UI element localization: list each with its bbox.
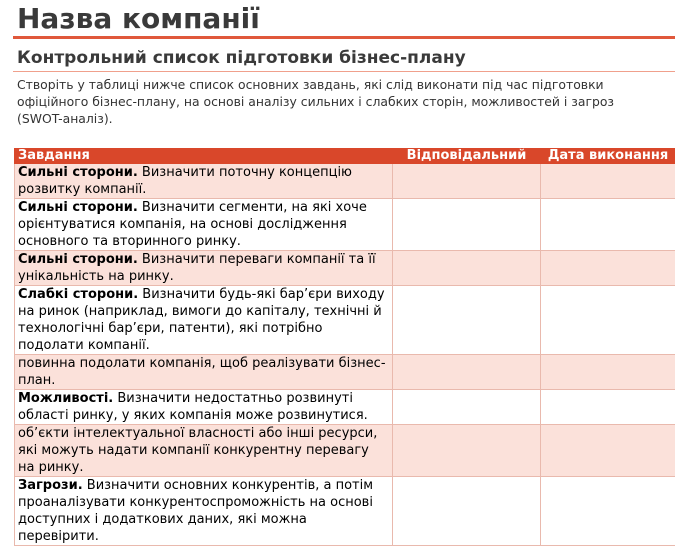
table-row xyxy=(15,286,675,355)
header-task: Завдання xyxy=(15,149,393,164)
task-category: Загрози. xyxy=(18,478,83,493)
table-row xyxy=(15,355,675,390)
task-category: Можливості. xyxy=(18,391,113,406)
task-cell[interactable] xyxy=(15,355,393,390)
responsible-cell[interactable] xyxy=(393,355,541,390)
table-row xyxy=(15,199,675,251)
responsible-cell[interactable] xyxy=(393,390,541,425)
responsible-cell[interactable] xyxy=(393,286,541,355)
task-category: Сильні сторони. xyxy=(18,252,138,267)
subtitle-rule xyxy=(13,71,675,72)
task-cell[interactable] xyxy=(15,425,393,477)
task-text: Визначити недостатньо розвинуті області ринку, у яких компанія може розвинутися. xyxy=(18,391,368,423)
table-row xyxy=(15,477,675,546)
task-cell[interactable] xyxy=(15,199,393,251)
table-row xyxy=(15,390,675,425)
task-category: Сильні сторони. xyxy=(18,165,138,180)
task-text: Визначити сегменти, на які хоче орієнтуватися компанія, на основі дослідження основного та вторинного ринку. xyxy=(18,200,367,249)
checklist-table xyxy=(14,148,675,546)
date-cell[interactable] xyxy=(541,164,675,199)
task-cell[interactable] xyxy=(15,390,393,425)
table-header-row xyxy=(15,149,675,164)
title-rule xyxy=(13,36,675,39)
document-subtitle: Контрольний список підготовки бізнес-плану xyxy=(17,48,466,68)
company-name: Назва компанії xyxy=(17,2,260,35)
task-cell[interactable] xyxy=(15,477,393,546)
task-text: Визначити переваги компанії та її унікальність на ринку. xyxy=(18,252,376,284)
responsible-cell[interactable] xyxy=(393,425,541,477)
intro-paragraph: Створіть у таблиці нижче список основних завдань, які слід виконати під час підготовки офіційного бізнес-плану, на основі аналізу сильних і слабких сторін, можливостей і загроз (SWOT-аналіз). xyxy=(17,76,662,127)
date-cell[interactable] xyxy=(541,199,675,251)
responsible-cell[interactable] xyxy=(393,477,541,546)
task-cell[interactable] xyxy=(15,251,393,286)
responsible-cell[interactable] xyxy=(393,251,541,286)
task-text: повинна подолати компанія, щоб реалізувати бізнес-план. xyxy=(18,356,386,388)
task-text: об’єкти інтелектуальної власності або інші ресурси, які можуть надати компанії конкурентну перевагу на ринку. xyxy=(18,426,377,475)
table-row xyxy=(15,425,675,477)
task-cell[interactable] xyxy=(15,164,393,199)
task-category: Сильні сторони. xyxy=(18,200,138,215)
task-text: Визначити будь-які бар’єри виходу на ринок (наприклад, вимоги до капіталу, технічні й технологічні бар’єри, патенти), які потрібно подолати компанії. xyxy=(18,287,385,353)
date-cell[interactable] xyxy=(541,390,675,425)
responsible-cell[interactable] xyxy=(393,164,541,199)
task-text: Визначити поточну концепцію розвитку компанії. xyxy=(18,165,352,197)
table-row xyxy=(15,251,675,286)
task-cell[interactable] xyxy=(15,286,393,355)
date-cell[interactable] xyxy=(541,286,675,355)
responsible-cell[interactable] xyxy=(393,199,541,251)
table-row xyxy=(15,164,675,199)
date-cell[interactable] xyxy=(541,251,675,286)
date-cell[interactable] xyxy=(541,425,675,477)
task-category: Слабкі сторони. xyxy=(18,287,138,302)
header-responsible: Відповідальний xyxy=(393,149,541,164)
task-text: Визначити основних конкурентів, а потім проаналізувати конкурентоспроможність на основі доступних і додаткових даних, які можна перевірити. xyxy=(18,478,373,544)
date-cell[interactable] xyxy=(541,477,675,546)
header-date: Дата виконання xyxy=(541,149,675,164)
date-cell[interactable] xyxy=(541,355,675,390)
